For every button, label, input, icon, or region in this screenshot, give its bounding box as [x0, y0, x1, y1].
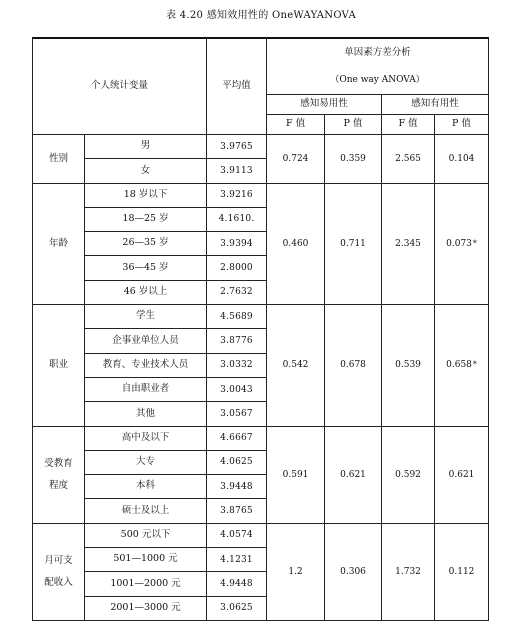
item-mean: 4.5689	[207, 305, 267, 329]
header-f-ease: F 值	[267, 115, 325, 135]
significance-mark: *	[472, 238, 477, 248]
header-p-ease: P 值	[325, 115, 382, 135]
item-mean: 3.0567	[207, 402, 267, 426]
item-mean: 3.9394	[207, 232, 267, 256]
item-label: 36—45 岁	[85, 256, 207, 280]
table-row	[33, 305, 489, 329]
category-name-line: 程度	[48, 479, 68, 491]
header-group-ease: 感知易用性	[267, 95, 382, 115]
header-f-usefulness: F 值	[382, 115, 435, 135]
item-label: 硕士及以上	[85, 499, 207, 523]
stat-value: 0.621	[340, 469, 366, 480]
item-mean: 3.0625	[207, 596, 267, 620]
item-label: 501—1000 元	[85, 548, 207, 572]
table-row	[33, 523, 489, 547]
stat-value: 0.658	[446, 360, 472, 371]
table-row	[33, 183, 489, 207]
stat-p2	[435, 183, 489, 304]
category-name	[33, 426, 85, 523]
stat-value: 2.565	[395, 153, 421, 164]
item-mean: 3.0043	[207, 377, 267, 401]
stat-value: 0.591	[282, 469, 309, 480]
category-name-line: 性别	[48, 152, 68, 164]
stat-p2	[435, 426, 489, 523]
stat-p1	[325, 426, 382, 523]
item-mean: 3.9448	[207, 475, 267, 499]
stat-value: 0.539	[395, 360, 421, 371]
item-label: 500 元以下	[85, 523, 207, 547]
item-label: 其他	[85, 402, 207, 426]
stat-value: 1.2	[288, 566, 303, 577]
stat-value: 2.345	[395, 238, 421, 249]
header-variable: 个人统计变量	[33, 38, 207, 135]
item-label: 18 岁以下	[85, 183, 207, 207]
item-label: 高中及以下	[85, 426, 207, 450]
item-label: 本科	[85, 475, 207, 499]
item-label: 男	[85, 135, 207, 159]
category-name-line: 配收入	[44, 576, 73, 588]
item-label: 自由职业者	[85, 377, 207, 401]
anova-table	[32, 37, 489, 621]
category-name-line: 职业	[48, 359, 68, 371]
category-name	[33, 183, 85, 304]
header-anova-subtitle: （One way ANOVA）	[330, 74, 425, 85]
item-mean: 3.8765	[207, 499, 267, 523]
stat-value: 0.711	[340, 238, 366, 249]
stat-f1	[267, 135, 325, 184]
item-label: 学生	[85, 305, 207, 329]
item-label: 1001—2000 元	[85, 572, 207, 596]
item-mean: 4.6667	[207, 426, 267, 450]
stat-value: 1.732	[395, 566, 421, 577]
item-mean: 2.7632	[207, 280, 267, 304]
header-p-usefulness: P 值	[435, 115, 489, 135]
item-mean: 3.9765	[207, 135, 267, 159]
header-mean: 平均值	[207, 38, 267, 135]
stat-value: 0.359	[340, 153, 366, 164]
stat-f2	[382, 183, 435, 304]
item-label: 教育、专业技术人员	[85, 353, 207, 377]
category-name	[33, 305, 85, 426]
table-row	[33, 135, 489, 159]
stat-f1	[267, 305, 325, 426]
stat-value: 0.678	[340, 360, 366, 371]
item-mean: 4.1610.	[207, 207, 267, 231]
stat-p1	[325, 183, 382, 304]
table-caption: 表 4.20 感知效用性的 OneWAYANOVA	[165, 10, 357, 21]
stat-value: 0.073	[446, 238, 472, 249]
item-mean: 3.9216	[207, 183, 267, 207]
significance-mark: *	[472, 360, 477, 370]
category-name-line: 年龄	[48, 237, 68, 249]
item-label: 2001—3000 元	[85, 596, 207, 620]
table-row	[33, 426, 489, 450]
stat-p2	[435, 523, 489, 620]
item-mean: 4.1231	[207, 548, 267, 572]
item-mean: 2.8000	[207, 256, 267, 280]
stat-p2	[435, 305, 489, 426]
stat-value: 0.112	[448, 566, 475, 577]
stat-p1	[325, 523, 382, 620]
header-anova-title: 单因素方差分析	[344, 47, 411, 59]
item-label: 46 岁以上	[85, 280, 207, 304]
stat-p1	[325, 305, 382, 426]
stat-f2	[382, 523, 435, 620]
item-mean: 3.8776	[207, 329, 267, 353]
stat-value: 0.621	[448, 469, 475, 480]
stat-f2	[382, 305, 435, 426]
category-name-line: 受教育	[44, 457, 73, 469]
header-group-usefulness: 感知有用性	[382, 95, 489, 115]
table-body	[33, 135, 489, 621]
item-label: 18—25 岁	[85, 207, 207, 231]
item-label: 企事业单位人员	[85, 329, 207, 353]
item-mean: 4.9448	[207, 572, 267, 596]
category-name	[33, 523, 85, 620]
stat-p2	[435, 135, 489, 184]
stat-f2	[382, 135, 435, 184]
stat-value: 0.542	[282, 360, 309, 371]
category-name-line: 月可支	[44, 555, 73, 566]
stat-f2	[382, 426, 435, 523]
stat-f1	[267, 426, 325, 523]
stat-value: 0.592	[395, 469, 421, 480]
item-mean: 4.0574	[207, 523, 267, 547]
item-label: 26—35 岁	[85, 232, 207, 256]
item-mean: 3.9113	[207, 159, 267, 183]
item-label: 大专	[85, 450, 207, 474]
item-label: 女	[85, 159, 207, 183]
stat-value: 0.104	[448, 153, 475, 164]
stat-f1	[267, 523, 325, 620]
stat-p1	[325, 135, 382, 184]
stat-value: 0.460	[282, 238, 309, 249]
stat-f1	[267, 183, 325, 304]
stat-value: 0.724	[282, 153, 309, 164]
stat-value: 0.306	[340, 566, 366, 577]
table-header	[33, 38, 489, 135]
category-name	[33, 135, 85, 184]
item-mean: 3.0332	[207, 353, 267, 377]
header-anova	[267, 38, 489, 95]
item-mean: 4.0625	[207, 450, 267, 474]
